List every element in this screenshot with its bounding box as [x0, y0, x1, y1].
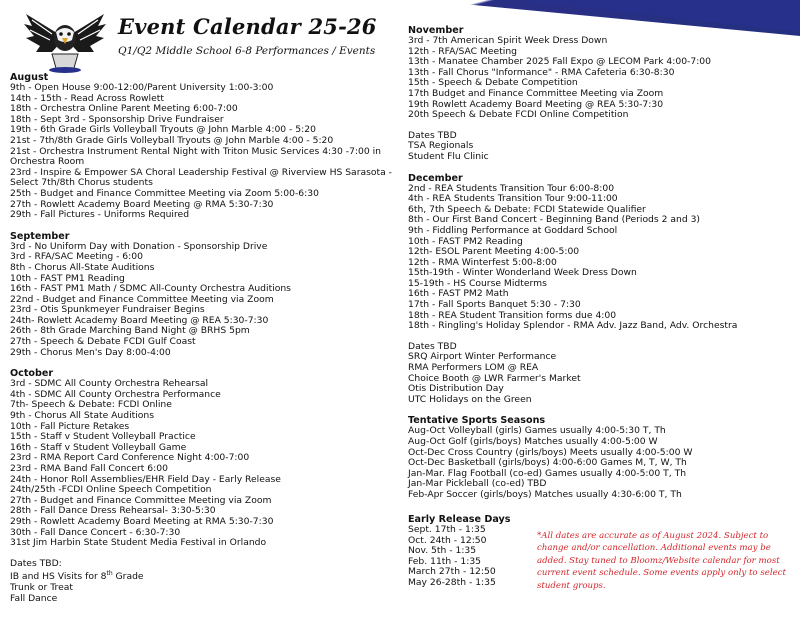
list-item: 15-19th - HS Course Midterms: [408, 277, 547, 289]
list-item: 13th - Manatee Chamber 2025 Fall Expo @ LECOM Park 4:00-7:00: [408, 56, 712, 68]
december-section: [408, 173, 793, 332]
list-item: TSA Regionals: [408, 140, 474, 152]
list-item: 18th - Orchestra Online Parent Meeting 6:00-7:00: [10, 103, 238, 115]
list-item: 15th - Speech & Debate Competition: [408, 77, 578, 89]
sports-heading: Tentative Sports Seasons: [408, 415, 546, 427]
list-item: 23rd - RMA Band Fall Concert 6:00: [10, 463, 168, 474]
dates-tbd-heading: Dates TBD:: [10, 557, 62, 569]
right-column: [408, 25, 793, 501]
list-item: 21st - 7th/8th Grade Girls Volleyball Tryouts @ John Marble 4:00 - 5:20: [10, 134, 334, 146]
list-item: 26th - 8th Grade Marching Band Night @ BRHS 5pm: [10, 325, 250, 337]
page-title: Event Calendar 25-26: [118, 14, 377, 39]
list-item: 20th Speech & Debate FCDI Online Competition: [408, 109, 629, 121]
list-item: Trunk or Treat: [10, 582, 73, 593]
disclaimer-note: *All dates are accurate as of August 2024. Subject to change and/or cancellation. Additional events may be added. Stay tuned to Bloomz/Website calendar for most current event schedule. Some events apply only to select student groups.: [537, 531, 786, 591]
august-section: [10, 72, 395, 221]
list-item: 3rd - No Uniform Day with Donation - Sponsorship Drive: [10, 240, 268, 252]
list-item: 6th, 7th Speech & Debate: FCDI Statewide Qualifier: [408, 203, 646, 215]
list-item: 25th - Budget and Finance Committee Meeting via Zoom 5:00-6:30: [10, 187, 319, 199]
list-item: 29th - Chorus Men's Day 8:00-4:00: [10, 346, 171, 358]
list-item: 17th Budget and Finance Committee Meeting via Zoom: [408, 87, 664, 99]
list-item: March 27th - 12:50: [408, 566, 496, 578]
list-item: 16th - FAST PM1 Math / SDMC All-County Orchestra Auditions: [10, 283, 291, 295]
list-item: Student Flu Clinic: [408, 150, 489, 162]
list-item: 18th - Sept 3rd - Sponsorship Drive Fundraiser: [10, 113, 224, 125]
eagle-mascot-logo: [22, 8, 108, 74]
list-item: Choice Booth @ LWR Farmer's Market: [408, 372, 581, 384]
list-item: 15th-19th - Winter Wonderland Week Dress Down: [408, 267, 637, 279]
list-item: 3rd - SDMC All County Orchestra Rehearsal: [10, 378, 209, 390]
september-heading: September: [10, 230, 70, 242]
list-item: 18th - REA Student Transition forms due 4:00: [408, 309, 617, 321]
list-item: Oct-Dec Basketball (girls/boys) 4:00-6:00 Games M, T, W, Th: [408, 457, 687, 469]
list-item: 3rd - RFA/SAC Meeting - 6:00: [10, 251, 143, 263]
list-item: Sept. 17th - 1:35: [408, 524, 486, 535]
list-item: Jan-Mar. Flag Football (co-ed) Games usually 4:00-5:00 T, Th: [408, 467, 687, 479]
list-item: 10th - FAST PM2 Reading: [408, 235, 523, 247]
list-item: UTC Holidays on the Green: [408, 393, 532, 405]
list-item: 17th - Fall Sports Banquet 5:30 - 7:30: [408, 299, 581, 311]
list-item: 16th - Staff v Student Volleyball Game: [10, 441, 187, 453]
list-item: 23rd - RMA Report Card Conference Night 4:00-7:00: [10, 452, 250, 464]
list-item: Otis Distribution Day: [408, 383, 504, 395]
list-item: Aug-Oct Volleyball (girls) Games usually 4:00-5:30 T, Th: [408, 425, 666, 437]
sports-section: [408, 415, 793, 500]
list-item: 27th - Rowlett Academy Board Meeting @ RMA 5:30-7:30: [10, 198, 274, 210]
list-item: 12th - RFA/SAC Meeting: [408, 45, 517, 57]
list-item: 19th - 6th Grade Girls Volleyball Tryouts @ John Marble 4:00 - 5:20: [10, 124, 316, 136]
list-item: 10th - Fall Picture Retakes: [10, 420, 130, 432]
list-item: Feb-Apr Soccer (girls/boys) Matches usually 4:30-6:00 T, Th: [408, 488, 682, 500]
list-item: RMA Performers LOM @ REA: [408, 362, 539, 374]
list-item: 9th - Chorus All State Auditions: [10, 410, 155, 422]
page-subtitle: Q1/Q2 Middle School 6-8 Performances / Events: [118, 45, 376, 57]
list-item: 12th- ESOL Parent Meeting 4:00-5:00: [408, 246, 580, 258]
list-item: 29th - Fall Pictures - Uniforms Required: [10, 209, 190, 221]
december-heading: December: [408, 172, 463, 184]
list-item: Oct-Dec Cross Country (girls/boys) Meets usually 4:00-5:00 W: [408, 446, 693, 458]
august-heading: August: [10, 72, 49, 83]
list-item: 23rd - Inspire & Empower SA Choral Leadership Festival @ Riverview HS Sarasota - Select 7th/8th Chorus students: [10, 166, 392, 189]
list-item: 29th - Rowlett Academy Board Meeting at RMA 5:30-7:30: [10, 515, 274, 527]
list-item: May 26-28th - 1:35: [408, 576, 496, 588]
october-tbd-section: [10, 559, 395, 604]
list-item: Dates TBD: [408, 340, 457, 352]
list-item: 8th - Chorus All-State Auditions: [10, 261, 155, 273]
list-item: 31st Jim Harbin State Student Media Festival in Orlando: [10, 537, 267, 549]
list-item: Nov. 5th - 1:35: [408, 545, 477, 557]
list-item: Feb. 11th - 1:35: [408, 555, 482, 567]
october-section: [10, 368, 395, 549]
list-item: 24th - Honor Roll Assemblies/EHR Field Day - Early Release: [10, 473, 281, 485]
list-item: 9th - Open House 9:00-12:00/Parent University 1:00-3:00: [10, 82, 274, 93]
list-item: 19th Rowlett Academy Board Meeting @ REA 5:30-7:30: [408, 98, 664, 110]
list-item: 15th - Staff v Student Volleyball Practice: [10, 431, 196, 443]
list-item: 12th - RMA Winterfest 5:00-8:00: [408, 256, 557, 268]
list-item: 2nd - REA Students Transition Tour 6:00-8:00: [408, 182, 615, 194]
list-item: 14th - 15th - Read Across Rowlett: [10, 92, 164, 104]
list-item: 16th - FAST PM2 Math: [408, 288, 509, 300]
list-item: 4th - SDMC All County Orchestra Performance: [10, 388, 221, 400]
list-item: 21st - Orchestra Instrument Rental Night with Triton Music Services 4:30 -7:00 in Orchestra Room: [10, 145, 381, 168]
list-item: 10th - FAST PM1 Reading: [10, 272, 125, 284]
list-item: Oct. 24th - 12:50: [408, 534, 487, 546]
list-item: Aug-Oct Golf (girls/boys) Matches usually 4:00-5:00 W: [408, 436, 658, 447]
list-item: 9th - Fiddling Performance at Goddard School: [408, 224, 618, 236]
list-item: SRQ Airport Winter Performance: [408, 351, 557, 363]
november-tbd-section: [408, 131, 793, 163]
list-item: 3rd - 7th American Spirit Week Dress Down: [408, 35, 608, 46]
september-section: [10, 231, 395, 359]
list-item: 22nd - Budget and Finance Committee Meeting via Zoom: [10, 293, 274, 305]
list-item: 18th - Ringling's Holiday Splendor - RMA Adv. Jazz Band, Adv. Orchestra: [408, 320, 738, 332]
december-tbd-section: [408, 342, 793, 406]
list-item: Fall Dance: [10, 592, 58, 604]
october-heading: October: [10, 368, 54, 380]
list-item: 27th - Budget and Finance Committee Meeting via Zoom: [10, 494, 272, 506]
november-section: [408, 25, 793, 121]
left-column: [10, 72, 395, 604]
list-item: Dates TBD: [408, 129, 457, 141]
list-item: 23rd - Otis Spunkmeyer Fundraiser Begins: [10, 304, 205, 316]
list-item: IB and HS Visits for 8th Grade: [10, 570, 144, 583]
list-item: 4th - REA Students Transition Tour 9:00-11:00: [408, 193, 618, 205]
list-item: 24th- Rowlett Academy Board Meeting @ REA 5:30-7:30: [10, 314, 269, 326]
list-item: 24th/25th -FCDI Online Speech Competition: [10, 484, 212, 496]
list-item: 27th - Speech & Debate FCDI Gulf Coast: [10, 336, 196, 348]
list-item: Jan-Mar Pickleball (co-ed) TBD: [408, 478, 547, 490]
list-item: 28th - Fall Dance Dress Rehearsal- 3:30-5:30: [10, 505, 216, 517]
list-item: 7th- Speech & Debate: FCDI Online: [10, 399, 172, 411]
november-heading: November: [408, 25, 464, 36]
early-release-section: [408, 514, 510, 589]
list-item: 13th - Fall Chorus "Informance" - RMA Cafeteria 6:30-8:30: [408, 66, 675, 78]
list-item: 8th - Our First Band Concert - Beginning Band (Periods 2 and 3): [408, 214, 701, 226]
list-item: 30th - Fall Dance Concert - 6:30-7:30: [10, 526, 181, 538]
early-release-heading: Early Release Days: [408, 514, 511, 525]
